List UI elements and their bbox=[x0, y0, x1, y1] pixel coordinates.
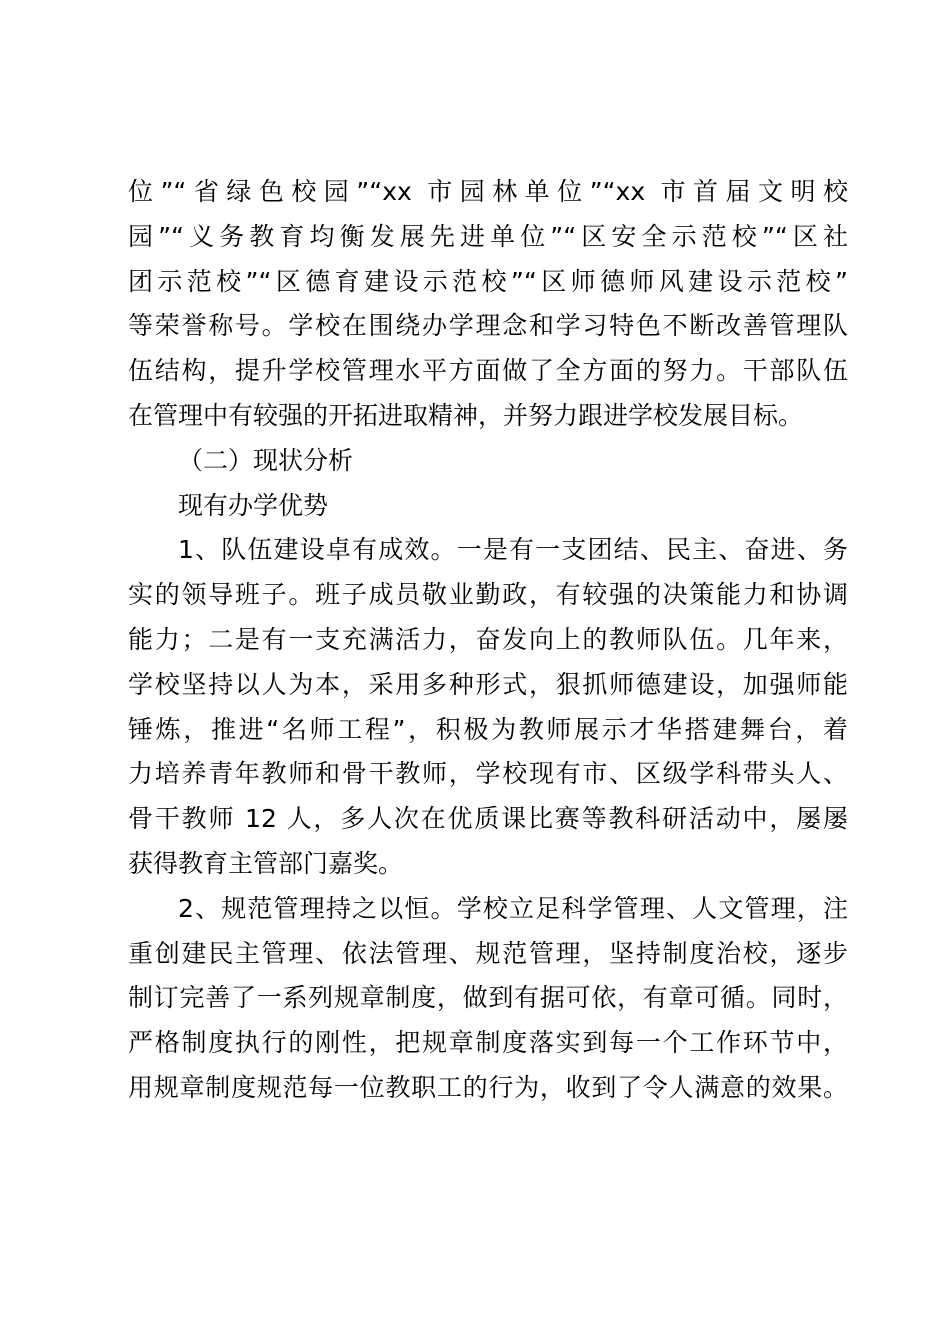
text-line: 2、规范管理持之以恒。学校立足科学管理、人文管理，注 bbox=[178, 893, 848, 923]
text-line: 学校坚持以人为本，采用多种形式，狠抓师德建设，加强师能 bbox=[128, 669, 848, 699]
text-line: 园”“义务教育均衡发展先进单位”“区安全示范校”“区社 bbox=[128, 221, 848, 251]
text-line: 获得教育主管部门嘉奖。 bbox=[128, 848, 404, 878]
text-line: 团示范校”“区德育建设示范校”“区师德师风建设示范校” bbox=[128, 266, 848, 296]
text-line: 骨干教师 12 人，多人次在优质课比赛等教科研活动中，屡屡 bbox=[128, 804, 848, 834]
text-line: 重创建民主管理、依法管理、规范管理，坚持制度治校，逐步 bbox=[128, 938, 848, 968]
text-line: 1、队伍建设卓有成效。一是有一支团结、民主、奋进、务 bbox=[178, 535, 848, 565]
subsection-heading: 现有办学优势 bbox=[178, 490, 329, 520]
text-line: 能力；二是有一支充满活力，奋发向上的教师队伍。几年来， bbox=[128, 624, 848, 654]
text-line: 实的领导班子。班子成员敬业勤政，有较强的决策能力和协调 bbox=[128, 580, 848, 610]
text-line: 用规章制度规范每一位教职工的行为，收到了令人满意的效果。 bbox=[128, 1072, 848, 1102]
text-line: 位”“省绿色校园”“xx 市园林单位”“xx 市首届文明校 bbox=[128, 177, 848, 206]
text-line: 锤炼，推进“名师工程”，积极为教师展示才华搭建舞台，着 bbox=[128, 714, 848, 744]
section-heading: （二）现状分析 bbox=[178, 445, 354, 475]
text-line: 在管理中有较强的开拓进取精神，并努力跟进学校发展目标。 bbox=[128, 400, 804, 430]
text-line: 力培养青年教师和骨干教师，学校现有市、区级学科带头人、 bbox=[128, 759, 848, 789]
document-body bbox=[128, 170, 848, 1111]
text-line: 严格制度执行的刚性，把规章制度落实到每一个工作环节中， bbox=[128, 1028, 848, 1058]
text-line: 制订完善了一系列规章制度，做到有据可依，有章可循。同时， bbox=[128, 983, 848, 1013]
text-line: 等荣誉称号。学校在围绕办学理念和学习特色不断改善管理队 bbox=[128, 311, 848, 341]
text-line: 伍结构，提升学校管理水平方面做了全方面的努力。干部队伍 bbox=[128, 356, 848, 386]
